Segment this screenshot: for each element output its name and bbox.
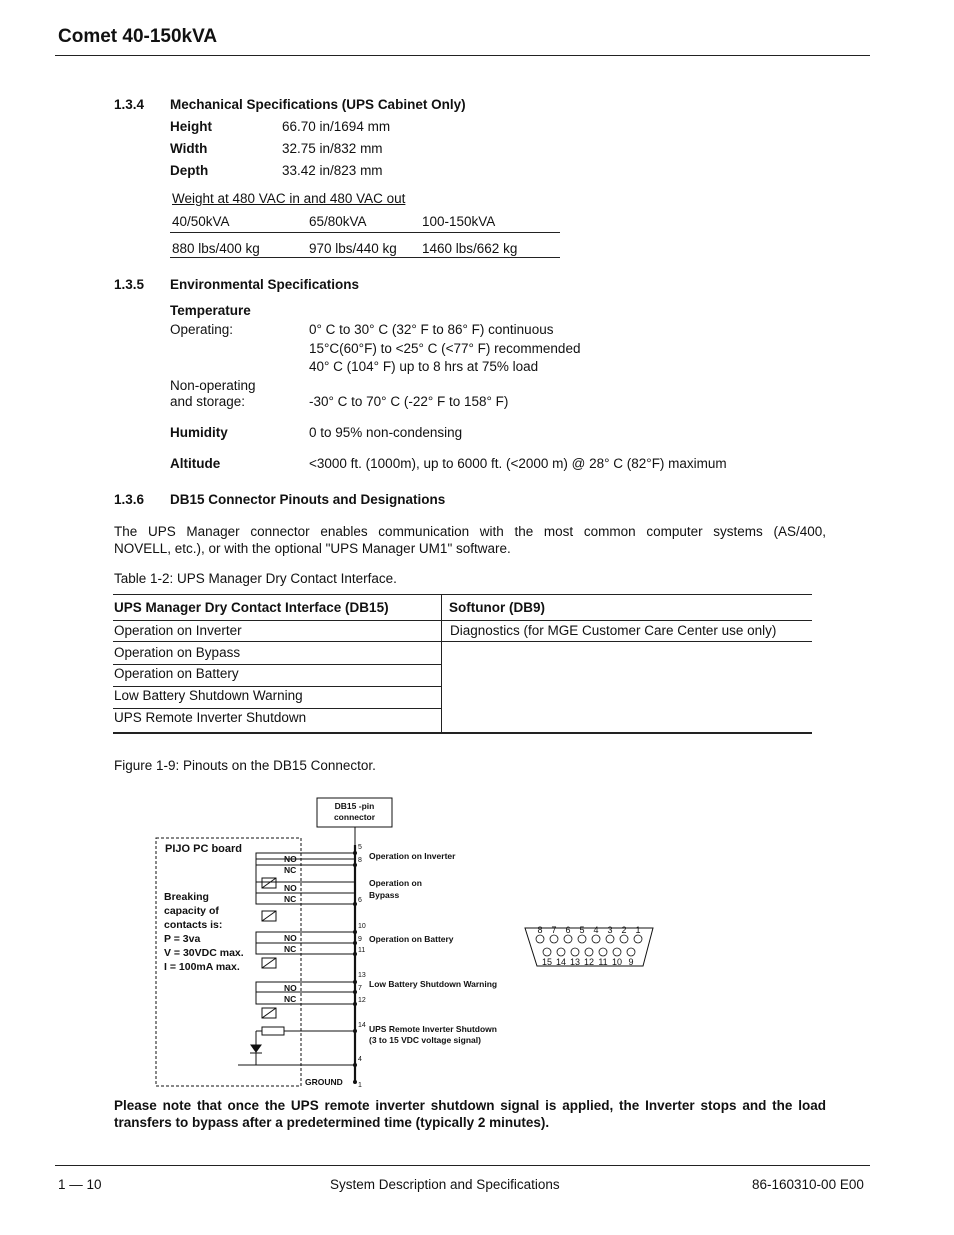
contact-no-label: NO bbox=[284, 883, 297, 893]
signal-label: Bypass bbox=[369, 890, 400, 900]
pin-number: 6 bbox=[358, 897, 362, 904]
db15-pin-label: 11 bbox=[598, 957, 608, 967]
altitude-value: <3000 ft. (1000m), up to 6000 ft. (<2000 m) @ 28° C (82°F) maximum bbox=[309, 456, 727, 471]
pin-number: 12 bbox=[358, 997, 366, 1004]
document-title: Comet 40-150kVA bbox=[58, 26, 218, 47]
spec-value-width: 32.75 in/832 mm bbox=[282, 141, 383, 156]
table-header-db15: UPS Manager Dry Contact Interface (DB15) bbox=[114, 600, 389, 615]
pin-number: 1 bbox=[358, 1082, 362, 1089]
db15-pin-label: 6 bbox=[565, 925, 571, 935]
connector-box-label: DB15 -pin bbox=[334, 801, 375, 811]
footer-rule bbox=[55, 1165, 870, 1166]
weight-value: 970 lbs/440 kg bbox=[309, 241, 397, 256]
signal-label: Operation on bbox=[369, 878, 422, 888]
section-number: 1.3.4 bbox=[114, 97, 145, 112]
db15-pin-label: 1 bbox=[635, 925, 641, 935]
db15-pin-label: 12 bbox=[583, 957, 595, 967]
weight-header: 40/50kVA bbox=[172, 214, 230, 229]
resistor bbox=[262, 1027, 284, 1035]
table-row: Low Battery Shutdown Warning bbox=[114, 688, 303, 703]
operating-label: Operating: bbox=[170, 322, 234, 337]
signal-label: Operation on Inverter bbox=[369, 851, 456, 861]
table-row: UPS Remote Inverter Shutdown bbox=[114, 710, 307, 725]
db15-pin-label: 7 bbox=[551, 925, 557, 935]
contact-nc-label: NC bbox=[284, 865, 297, 875]
pin-number: 4 bbox=[358, 1056, 362, 1063]
section-title: Environmental Specifications bbox=[170, 277, 360, 292]
pin-number: 5 bbox=[358, 844, 362, 851]
breaking-capacity: P = 3va bbox=[164, 933, 201, 945]
pin-number: 11 bbox=[358, 947, 366, 954]
figure-caption: Figure 1-9: Pinouts on the DB15 Connector. bbox=[114, 758, 376, 773]
pin-number: 7 bbox=[358, 985, 362, 992]
pin-number: 14 bbox=[358, 1022, 366, 1029]
db15-pin-label: 13 bbox=[569, 957, 581, 967]
diode bbox=[251, 1045, 261, 1052]
paragraph-line: The UPS Manager connector enables communication with the most common computer systems (AS/400, bbox=[114, 524, 826, 539]
spec-label-width: Width bbox=[170, 141, 208, 156]
signal-label: (3 to 15 VDC voltage signal) bbox=[369, 1035, 481, 1045]
section-number: 1.3.6 bbox=[114, 492, 145, 507]
contact-no-label: NO bbox=[284, 854, 297, 864]
signal-label: UPS Remote Inverter Shutdown bbox=[369, 1024, 497, 1034]
breaking-capacity: contacts is: bbox=[164, 919, 223, 931]
operating-line: 40° C (104° F) up to 8 hrs at 75% load bbox=[309, 359, 539, 374]
page-number: 1 — 10 bbox=[58, 1177, 102, 1192]
shutdown-note: Please note that once the UPS remote inverter shutdown signal is applied, the Inverter stops and the load transfers to bypass after a predetermined time (typically 2 minutes). bbox=[114, 1098, 826, 1130]
breaking-capacity: I = 100mA max. bbox=[164, 961, 240, 973]
paragraph-line: NOVELL, etc.), or with the optional "UPS Manager UM1" software. bbox=[114, 541, 511, 556]
spec-label-depth: Depth bbox=[170, 163, 209, 178]
pin-number: 8 bbox=[358, 857, 362, 864]
operating-line: 15°C(60°F) to <25° C (<77° F) recommended bbox=[309, 341, 581, 356]
section-title: DB15 Connector Pinouts and Designations bbox=[170, 492, 446, 507]
breaking-capacity: Breaking bbox=[164, 891, 209, 903]
section-number: 1.3.5 bbox=[114, 277, 145, 292]
breaking-capacity: capacity of bbox=[164, 905, 219, 917]
weight-caption: Weight at 480 VAC in and 480 VAC out bbox=[172, 191, 406, 206]
nonop-label: Non-operating bbox=[170, 378, 256, 393]
connector-box-label: connector bbox=[333, 812, 376, 822]
pin-number: 9 bbox=[358, 936, 362, 943]
humidity-value: 0 to 95% non-condensing bbox=[309, 425, 463, 440]
pcb-label: PIJO PC board bbox=[165, 843, 243, 855]
weight-value: 880 lbs/400 kg bbox=[172, 241, 260, 256]
db15-pin-label: 8 bbox=[537, 925, 543, 935]
table-caption: Table 1-2: UPS Manager Dry Contact Interface. bbox=[114, 571, 397, 586]
weight-value: 1460 lbs/662 kg bbox=[422, 241, 518, 256]
altitude-label: Altitude bbox=[170, 456, 221, 471]
contact-nc-label: NC bbox=[284, 894, 297, 904]
humidity-label: Humidity bbox=[170, 425, 228, 440]
contact-no-label: NO bbox=[284, 933, 297, 943]
spec-value-depth: 33.42 in/823 mm bbox=[282, 163, 383, 178]
section-title: Mechanical Specifications (UPS Cabinet Only) bbox=[170, 97, 466, 112]
relay-contact-box bbox=[256, 982, 355, 1004]
temperature-label: Temperature bbox=[170, 303, 251, 318]
contact-nc-label: NC bbox=[284, 994, 297, 1004]
pin-number: 10 bbox=[358, 923, 366, 930]
operating-line: 0° C to 30° C (32° F to 86° F) continuous bbox=[309, 322, 554, 337]
db15-pin-label: 14 bbox=[555, 957, 567, 967]
signal-label: Low Battery Shutdown Warning bbox=[369, 979, 498, 989]
db15-pin-label: 4 bbox=[593, 925, 599, 935]
db15-pin-label: 2 bbox=[621, 925, 627, 935]
nonop-value: -30° C to 70° C (-22° F to 158° F) bbox=[309, 394, 509, 409]
db15-pin-label: 15 bbox=[541, 957, 553, 967]
weight-header: 65/80kVA bbox=[309, 214, 367, 229]
weight-header: 100-150kVA bbox=[422, 214, 496, 229]
db15-sockets bbox=[536, 935, 642, 956]
table-row-db9: Diagnostics (for MGE Customer Care Center use only) bbox=[450, 623, 777, 638]
document-number: 86-160310-00 E00 bbox=[752, 1177, 864, 1192]
pin-number: 13 bbox=[358, 972, 366, 979]
table-row: Operation on Battery bbox=[114, 666, 239, 681]
table-row: Operation on Bypass bbox=[114, 645, 241, 660]
table-header-db9: Softunor (DB9) bbox=[449, 600, 545, 615]
contact-nc-label: NC bbox=[284, 944, 297, 954]
ground-label: GROUND bbox=[305, 1077, 343, 1087]
nonop-label: and storage: bbox=[170, 394, 246, 409]
db15-pin-label: 5 bbox=[579, 925, 585, 935]
spec-label-height: Height bbox=[170, 119, 212, 134]
table-row: Operation on Inverter bbox=[114, 623, 242, 638]
breaking-capacity: V = 30VDC max. bbox=[164, 947, 244, 959]
db15-pin-label: 3 bbox=[607, 925, 613, 935]
footer-section-title: System Description and Specifications bbox=[330, 1177, 560, 1192]
db15-pin-label: 9 bbox=[628, 957, 634, 967]
signal-label: Operation on Battery bbox=[369, 934, 454, 944]
spec-value-height: 66.70 in/1694 mm bbox=[282, 119, 391, 134]
db15-pin-label: 10 bbox=[611, 957, 623, 967]
contact-no-label: NO bbox=[284, 983, 297, 993]
